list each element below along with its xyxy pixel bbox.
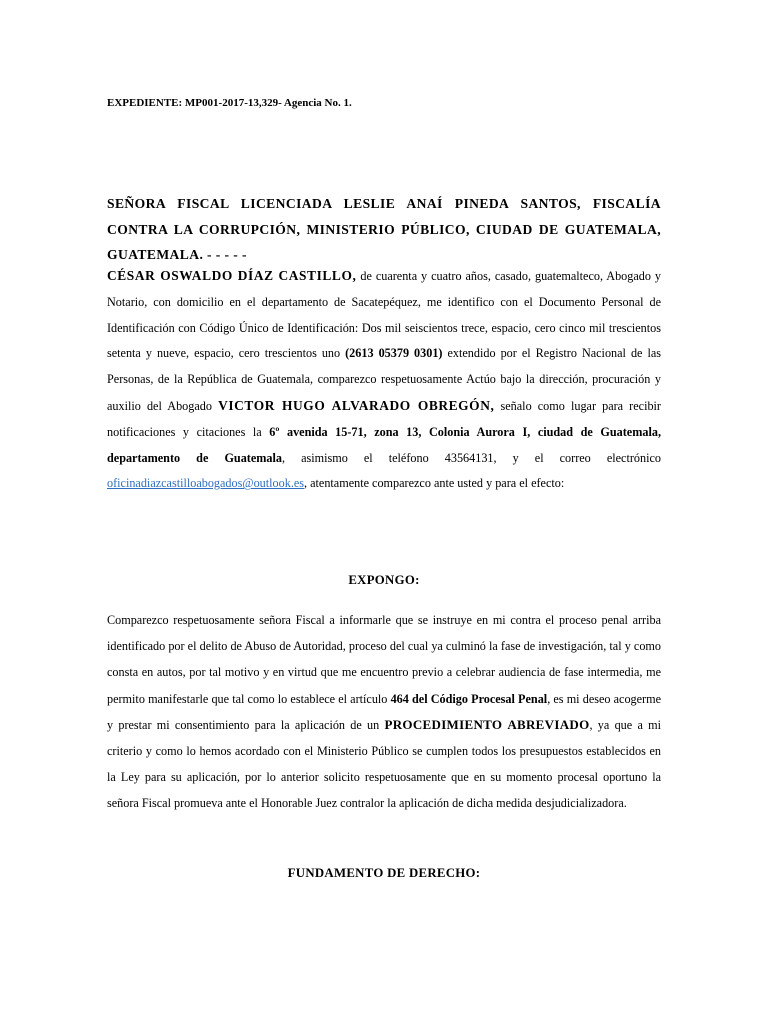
expongo-text-1: Comparezco respetuosamente señora Fiscal a informarle que se instruye en mi contra el proceso penal arriba identificado por el delito de Abuso de Autoridad, proceso del cual ya culminó la fase de investigación, tal y como consta en autos, por tal motivo y en virtud que me encuentro previo a celebrar audiencia de fase intermedia, me permito manifestarle que tal como lo establece el artículo [107,613,661,706]
intro-text-5: , atentamente comparezco ante usted y para el efecto: [304,476,565,491]
dpi-number: (2613 05379 0301) [345,346,443,361]
petitioner-name: CÉSAR OSWALDO DÍAZ CASTILLO, [107,268,357,283]
intro-text-2: extendido por el Registro Nacional de las Personas, de la República de Guatemala, comparezco respetuosamente Actúo bajo la dirección, procuración y auxilio del Abogado [107,346,661,413]
section-title-expongo: EXPONGO: [348,573,420,587]
addressee-heading: SEÑORA FISCAL LICENCIADA LESLIE ANAÍ PINEDA SANTOS, FISCALÍA CONTRA LA CORRUPCIÓN, MINISTERIO PÚBLICO, CIUDAD DE GUATEMALA, GUATEMALA. - - - - - [107,196,661,262]
case-number: EXPEDIENTE: MP001-2017-13,329- Agencia No. 1. [107,97,352,109]
expongo-text-3: , ya que a mi criterio y como lo hemos acordado con el Ministerio Público se cumplen todos los presupuestos establecidos en la Ley para su aplicación, por lo anterior solicito respetuosamente que en su momento procesal oportuno la señora Fiscal promueva ante el Honorable Juez contralor la aplicación de dicha medida desjudicializadora. [107,717,661,811]
intro-text-3: señalo como lugar para recibir notificaciones y citaciones la [107,398,661,439]
intro-paragraph [107,263,661,497]
lawyer-name: VICTOR HUGO ALVARADO OBREGÓN, [218,397,495,413]
procedure-name: PROCEDIMIENTO ABREVIADO [384,716,590,732]
intro-text-4: , asimismo el teléfono 43564131, y el correo electrónico [281,450,661,465]
section-title-fundamento: FUNDAMENTO DE DERECHO: [287,866,481,880]
expongo-text-2: , es mi deseo acogerme y prestar mi consentimiento para la aplicación de un [107,691,661,732]
email-link[interactable]: oficinadiazcastilloabogados@outlook.es [107,476,305,491]
article-reference: 464 del Código Procesal Penal [390,691,548,706]
expongo-paragraph [107,607,661,817]
address: 6º avenida 15-71, zona 13, Colonia Aurora I, ciudad de Guatemala, departamento de Guatemala [107,424,661,465]
intro-text-1: de cuarenta y cuatro años, casado, guatemalteco, Abogado y Notario, con domicilio en el departamento de Sacatepéquez, me identifico con el Documento Personal de Identificación con Código Único de Identificación: Dos mil seiscientos trece, espacio, cero cinco mil trescientos setenta y nueve, espacio, cero trescientos uno [107,269,661,361]
